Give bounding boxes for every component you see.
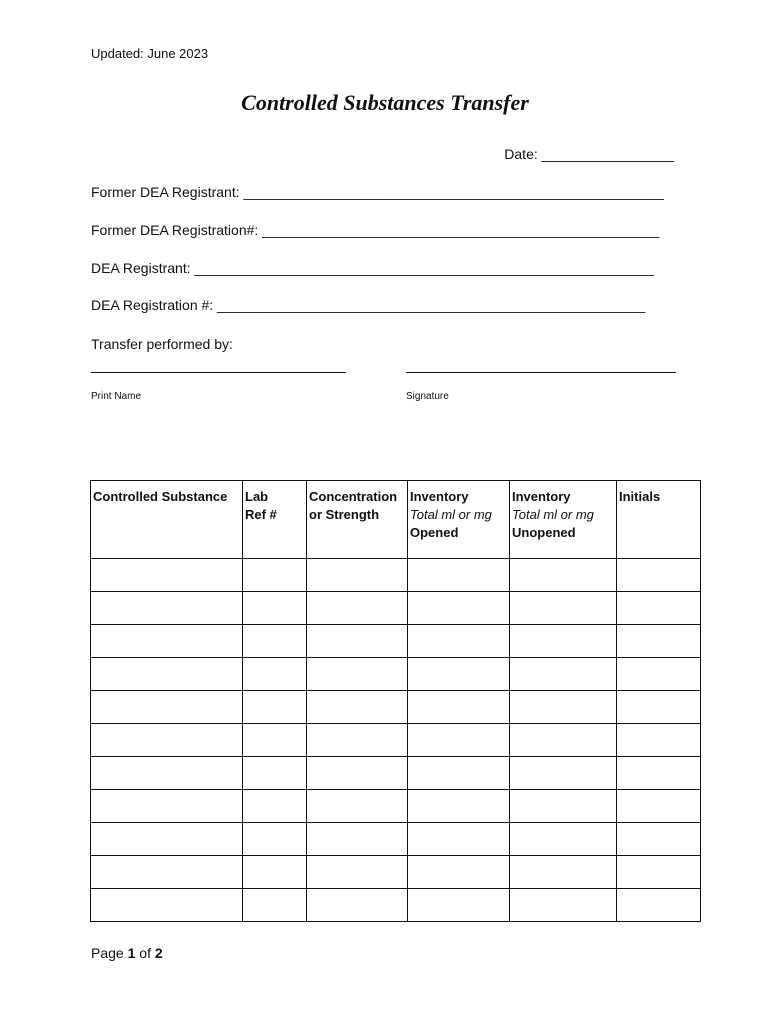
table-cell[interactable] — [617, 724, 701, 757]
table-cell[interactable] — [91, 559, 243, 592]
date-field[interactable]: Date: _________________ — [504, 146, 674, 162]
table-cell[interactable] — [510, 592, 617, 625]
table-cell[interactable] — [91, 757, 243, 790]
table-header-row — [91, 481, 701, 559]
table-cell[interactable] — [510, 790, 617, 823]
col-sublabel: Total ml or mg — [410, 507, 492, 522]
col-inventory-unopened — [510, 481, 617, 559]
table-row — [91, 559, 701, 592]
table-cell[interactable] — [91, 823, 243, 856]
table-row — [91, 658, 701, 691]
table-cell[interactable] — [617, 889, 701, 922]
table-cell[interactable] — [408, 856, 510, 889]
col-lab-ref — [243, 481, 307, 559]
table-cell[interactable] — [307, 889, 408, 922]
col-concentration — [307, 481, 408, 559]
page-number — [91, 945, 163, 961]
table-cell[interactable] — [91, 856, 243, 889]
table-cell[interactable] — [243, 691, 307, 724]
table-cell[interactable] — [408, 658, 510, 691]
table-cell[interactable] — [91, 724, 243, 757]
table-cell[interactable] — [307, 790, 408, 823]
col-label: Initials — [619, 489, 661, 504]
table-cell[interactable] — [408, 823, 510, 856]
table-cell[interactable] — [408, 691, 510, 724]
col-label: Unopened — [512, 525, 576, 540]
table-cell[interactable] — [91, 790, 243, 823]
table-cell[interactable] — [243, 658, 307, 691]
table-cell[interactable] — [510, 658, 617, 691]
table-cell[interactable] — [617, 790, 701, 823]
former-registrant-field[interactable]: Former DEA Registrant: ______________________________________________________ — [91, 184, 664, 200]
table-cell[interactable] — [307, 658, 408, 691]
table-cell[interactable] — [307, 559, 408, 592]
table-cell[interactable] — [617, 559, 701, 592]
table-row — [91, 790, 701, 823]
table-cell[interactable] — [91, 691, 243, 724]
table-row — [91, 889, 701, 922]
table-cell[interactable] — [510, 691, 617, 724]
registrant-field[interactable]: DEA Registrant: ___________________________________________________________ — [91, 260, 654, 276]
signature-label: Signature — [406, 391, 449, 402]
table-cell[interactable] — [617, 691, 701, 724]
table-cell[interactable] — [243, 889, 307, 922]
table-cell[interactable] — [510, 559, 617, 592]
table-cell[interactable] — [510, 724, 617, 757]
col-inventory-opened — [408, 481, 510, 559]
table-cell[interactable] — [617, 823, 701, 856]
table-row — [91, 625, 701, 658]
table-cell[interactable] — [510, 823, 617, 856]
table-row — [91, 757, 701, 790]
col-label: or Strength — [309, 507, 380, 522]
table-cell[interactable] — [617, 658, 701, 691]
signature-line[interactable] — [406, 372, 676, 373]
former-registration-field[interactable]: Former DEA Registration#: ___________________________________________________ — [91, 222, 660, 238]
table-body — [91, 559, 701, 922]
transfer-table — [90, 480, 701, 922]
table-cell[interactable] — [243, 856, 307, 889]
updated-date: Updated: June 2023 — [91, 46, 209, 61]
table-cell[interactable] — [243, 625, 307, 658]
table-cell[interactable] — [408, 625, 510, 658]
table-cell[interactable] — [243, 592, 307, 625]
page-current: 1 — [127, 945, 136, 961]
table-cell[interactable] — [243, 724, 307, 757]
registration-field[interactable]: DEA Registration #: _______________________________________________________ — [91, 297, 646, 313]
col-label: Concentration — [309, 489, 398, 504]
table-cell[interactable] — [408, 757, 510, 790]
col-label: Inventory — [512, 489, 571, 504]
table-cell[interactable] — [617, 757, 701, 790]
table-cell[interactable] — [307, 724, 408, 757]
table-cell[interactable] — [307, 823, 408, 856]
table-cell[interactable] — [91, 592, 243, 625]
table-cell[interactable] — [408, 559, 510, 592]
col-label: Opened — [410, 525, 459, 540]
table-cell[interactable] — [408, 790, 510, 823]
col-label: Controlled Substance — [93, 489, 228, 504]
table-cell[interactable] — [307, 691, 408, 724]
col-label: Ref # — [245, 507, 277, 522]
table-cell[interactable] — [408, 889, 510, 922]
table-cell[interactable] — [243, 757, 307, 790]
col-initials — [617, 481, 701, 559]
table-cell[interactable] — [617, 592, 701, 625]
table-cell[interactable] — [408, 724, 510, 757]
col-label: Lab — [245, 489, 269, 504]
table-cell[interactable] — [307, 592, 408, 625]
table-cell[interactable] — [243, 559, 307, 592]
page-title: Controlled Substances Transfer — [241, 90, 529, 115]
table-cell[interactable] — [408, 592, 510, 625]
page-mid: of — [135, 945, 155, 961]
table-cell[interactable] — [617, 625, 701, 658]
table-row — [91, 823, 701, 856]
table-row — [91, 724, 701, 757]
table-cell[interactable] — [510, 625, 617, 658]
table-cell[interactable] — [307, 856, 408, 889]
table-cell[interactable] — [307, 757, 408, 790]
col-label: Inventory — [410, 489, 469, 504]
table-row — [91, 592, 701, 625]
table-row — [91, 856, 701, 889]
table-row — [91, 691, 701, 724]
table-cell[interactable] — [510, 856, 617, 889]
table-cell[interactable] — [243, 823, 307, 856]
table-cell[interactable] — [307, 625, 408, 658]
transfer-performed-label: Transfer performed by: — [91, 336, 233, 352]
table-cell[interactable] — [617, 856, 701, 889]
page-total: 2 — [154, 945, 163, 961]
table-cell[interactable] — [91, 625, 243, 658]
table-cell[interactable] — [91, 658, 243, 691]
print-name-label: Print Name — [91, 391, 142, 402]
col-controlled-substance — [91, 481, 243, 559]
table-cell[interactable] — [243, 790, 307, 823]
page-prefix: Page — [91, 945, 128, 961]
print-name-line[interactable] — [91, 372, 346, 373]
table-cell[interactable] — [510, 757, 617, 790]
col-sublabel: Total ml or mg — [512, 507, 594, 522]
table-cell[interactable] — [91, 889, 243, 922]
table-cell[interactable] — [510, 889, 617, 922]
